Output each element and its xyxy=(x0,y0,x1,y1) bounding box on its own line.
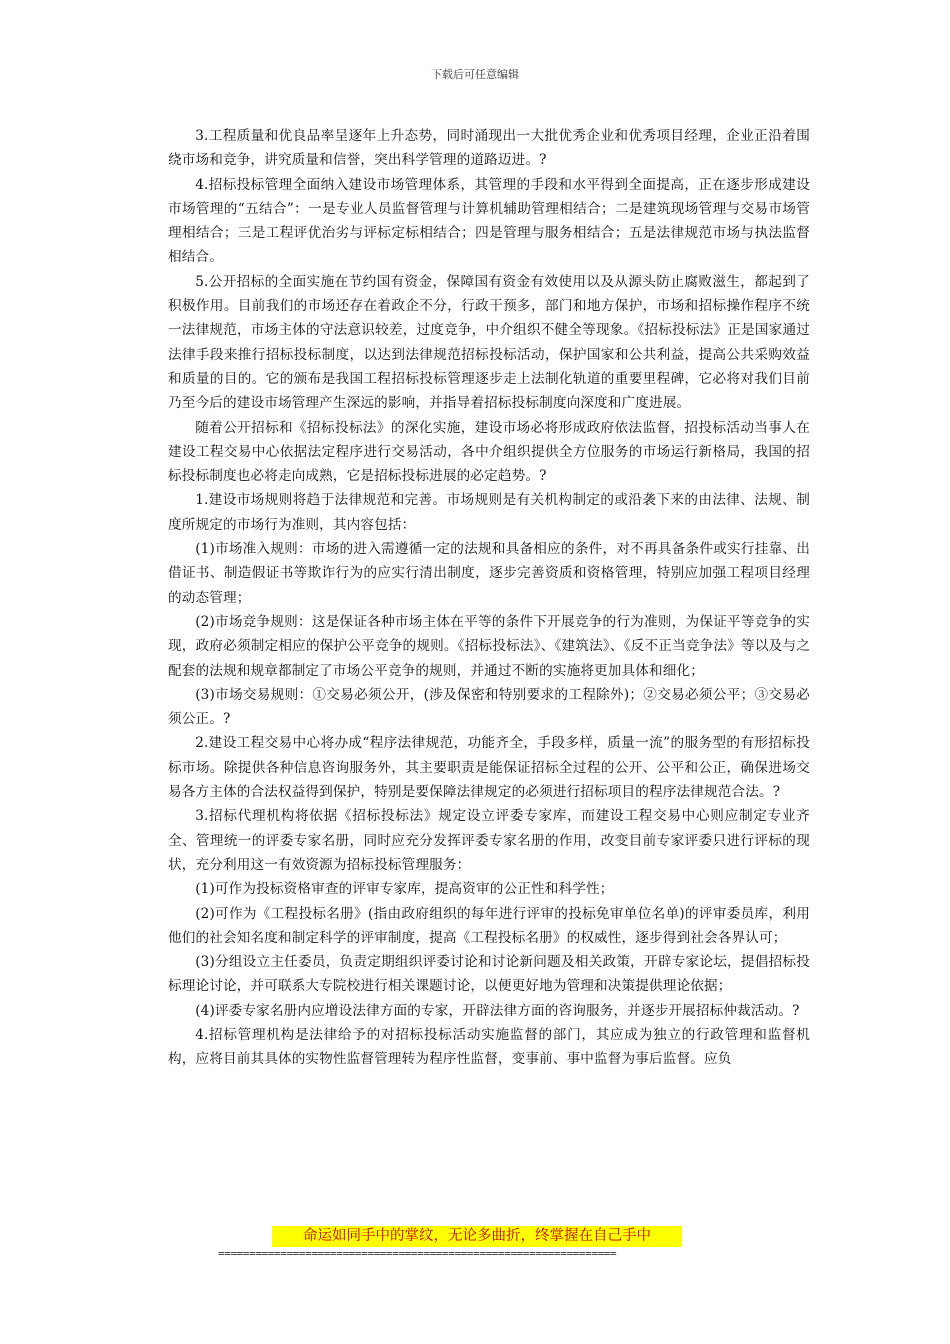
paragraph: 5.公开招标的全面实施在节约国有资金，保障国有资金有效使用以及从源头防止腐败滋生，都起到了积极作用。目前我们的市场还存在着政企不分，行政干预多，部门和地方保护，市场和招标操作程序不统一法律规范，市场主体的守法意识较差，过度竞争，中介组织不健全等现象。《招标投标法》正是国家通过法律手段来推行招标投标制度，以达到法律规范招标投标活动，保护国家和公共利益，提高公共采购效益和质量的目的。它的颁布是我国工程招标投标管理逐步走上法制化轨道的重要里程碑，它必将对我们目前乃至今后的建设市场管理产生深远的影响，并指导着招标投标制度向深度和广度进展。 xyxy=(168,273,810,412)
paragraph: (3)分组设立主任委员，负责定期组织评委讨论和讨论新问题及相关政策，开辟专家论坛，提倡招标投标理论讨论，并可联系大专院校进行相关课题讨论，以便更好地为管理和决策提供理论依据； xyxy=(168,954,810,995)
paragraph: 随着公开招标和《招标投标法》的深化实施，建设市场必将形成政府依法监督，招投标活动当事人在建设工程交易中心依据法定程序进行交易活动，各中介组织提供全方位服务的市场运行新格局，我国的招标投标制度也必将走向成熟，它是招标投标进展的必定趋势。? xyxy=(168,419,810,485)
paragraph: 3.工程质量和优良品率呈逐年上升态势，同时涌现出一大批优秀企业和优秀项目经理，企业正沿着围绕市场和竞争，讲究质量和信誉，突出科学管理的道路迈进。? xyxy=(168,128,810,169)
paragraph: (1)市场准入规则：市场的进入需遵循一定的法规和具备相应的条件，对不再具备条件或实行挂靠、出借证书、制造假证书等欺诈行为的应实行清出制度，逐步完善资质和资格管理，特别应加强工程项目经理的动态管理； xyxy=(168,541,810,606)
paragraph: (4)评委专家名册内应增设法律方面的专家，开辟法律方面的咨询服务，并逐步开展招标仲裁活动。? xyxy=(195,1002,800,1019)
paragraph: (2)市场竞争规则：这是保证各种市场主体在平等的条件下开展竞争的行为准则，为保证平等竞争的实现，政府必须制定相应的保护公平竞争的规则。《招标投标法》、《建筑法》、《反不正当竞争法》等以及与之配套的法规和规章都制定了市场公平竞争的规则，并通过不断的实施将更加具体和细化； xyxy=(168,613,810,679)
paragraph: (1)可作为投标资格审查的评审专家库，提高资审的公正性和科学性； xyxy=(195,881,614,898)
document-body xyxy=(168,124,810,1072)
paragraph: 2.建设工程交易中心将办成“程序法律规范，功能齐全，手段多样，质量一流”的服务型的有形招标投标市场。除提供各种信息咨询服务外，其主要职责是能保证招标全过程的公开、公平和公正，确保进场交易各方主体的合法权益得到保护，特别是要保障法律规定的必须进行招标项目的程序法律规范合法。? xyxy=(168,735,810,801)
footer-motto: 命运如同手中的掌纹，无论多曲折，终掌握在自己手中 xyxy=(272,1226,682,1247)
page-header: 下载后可任意编辑 xyxy=(431,68,519,81)
paragraph: 1.建设市场规则将趋于法律规范和完善。市场规则是有关机构制定的或沿袭下来的由法律、法规、制度所规定的市场行为准则，其内容包括： xyxy=(168,492,810,533)
paragraph: (3)市场交易规则：①交易必须公开，(涉及保密和特别要求的工程除外)；②交易必须公平；③交易必须公正。? xyxy=(168,686,810,728)
paragraph: 4.招标管理机构是法律给予的对招标投标活动实施监督的部门，其应成为独立的行政管理和监督机构，应将目前其具体的实物性监督管理转为程序性监督，变事前、事中监督为事后监督。应负 xyxy=(168,1026,810,1068)
paragraph: 3.招标代理机构将依据《招标投标法》规定设立评委专家库，而建设工程交易中心则应制定专业齐全、管理统一的评委专家名册，同时应充分发挥评委专家名册的作用，改变目前专家评委只进行评标的现状，充分利用这一有效资源为招标投标管理服务： xyxy=(168,808,810,873)
footer-divider: ================================================================ xyxy=(218,1247,617,1260)
paragraph: 4.招标投标管理全面纳入建设市场管理体系，其管理的手段和水平得到全面提高，正在逐步形成建设市场管理的“五结合”：一是专业人员监督管理与计算机辅助管理相结合；二是建筑现场管理与交易市场管理相结合；三是工程评优治劣与评标定标相结合；四是管理与服务相结合；五是法律规范市场与执法监督相结合。 xyxy=(168,176,810,266)
paragraph: (2)可作为《工程投标名册》(指由政府组织的每年进行评审的投标免审单位名单)的评审委员库，利用他们的社会知名度和制定科学的评审制度，提高《工程投标名册》的权威性，逐步得到社会各界认可； xyxy=(168,905,810,946)
